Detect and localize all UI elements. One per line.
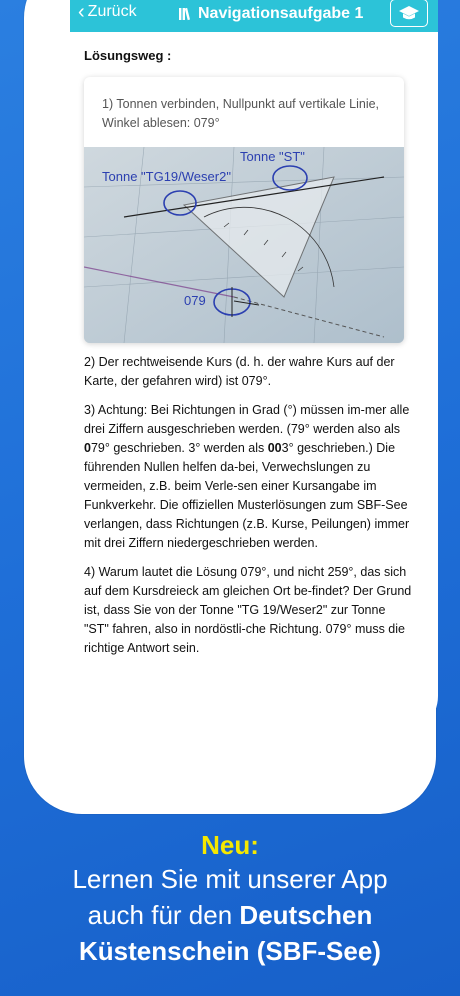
promo-line-2-a: auch für den <box>87 900 240 930</box>
chart-drawing <box>84 147 404 343</box>
step-1-text: 1) Tonnen verbinden, Nullpunkt auf vertikale Linie, Winkel ablesen: 079° <box>102 97 380 130</box>
label-angle: 079 <box>184 293 206 308</box>
phone-frame <box>24 0 436 814</box>
nautical-chart-image <box>84 147 404 343</box>
step-3-bold-zero: 0 <box>84 441 91 455</box>
back-button[interactable] <box>78 2 137 22</box>
library-icon <box>178 7 192 21</box>
step-4-text: 4) Warum lautet die Lösung 079°, und nicht 259°, das sich auf dem Kursdreieck am gleichen Ort be-findet? Der Grund ist, dass Sie von der Tonne "TG 19/Weser2" zur Tonne "ST" fahren, also in nordöstli-che Richtung. 079° muss die richtige Antwort sein. <box>84 565 412 655</box>
step-3-text <box>84 401 412 553</box>
step-3-c: 79° geschrieben. 3° werden als <box>90 441 268 455</box>
nav-bar <box>70 0 438 32</box>
step-2-text: 2) Der rechtweisende Kurs (d. h. der wahre Kurs auf der Karte, der gefahren wird) ist 079°. <box>84 355 395 388</box>
graduation-cap-button[interactable] <box>390 0 428 27</box>
promo-banner <box>0 830 460 969</box>
label-tonne-tg: Tonne "TG19/Weser2" <box>102 169 231 184</box>
page-title <box>178 5 363 23</box>
solution-content <box>84 40 424 658</box>
promo-new-label: Neu: <box>201 830 259 860</box>
step-3-a: 3) Achtung: Bei Richtungen in Grad (°) müssen im-mer alle drei Ziffern ausgeschrieben werden. (79° werden also als <box>84 403 410 436</box>
step-3-bold-zeros: 00 <box>267 441 282 455</box>
promo-line-1: Lernen Sie mit unserer App <box>72 864 388 894</box>
graduation-cap-icon <box>398 4 420 22</box>
title-text: Navigationsaufgabe 1 <box>198 5 364 22</box>
promo-line-2-b: Deutschen <box>239 900 373 930</box>
app-screen <box>70 0 438 736</box>
section-label: Lösungsweg : <box>84 48 172 63</box>
promo-line-2 <box>0 897 460 933</box>
promo-line-3-text: Küstenschein (SBF-See) <box>79 936 381 966</box>
back-label: Zurück <box>87 3 137 20</box>
solution-card <box>84 77 404 343</box>
promo-line-3 <box>0 933 460 969</box>
chevron-left-icon: ‹ <box>78 1 85 23</box>
label-tonne-st: Tonne "ST" <box>240 149 305 164</box>
step-3-e: 3° geschrieben.) Die führenden Nullen helfen da-bei, Verwechslungen zu vermeiden, z.B. beim Verle-sen einer Kursangabe im Funkverkehr. Die offiziellen Musterlösungen zum SBF-See verlangen, dass Richtungen (z.B. Kurse, Peilungen) immer mit drei Ziffern niedergeschrieben werden. <box>84 441 410 550</box>
